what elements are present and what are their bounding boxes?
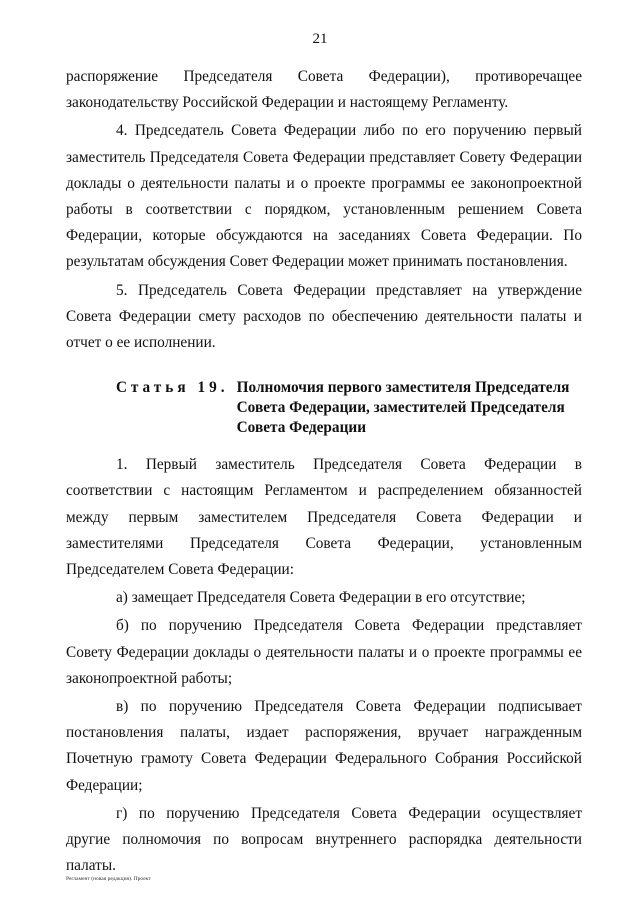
article-title-line-2: Совета Федерации, заместителей Председателя bbox=[236, 399, 565, 417]
subitem-v-paragraph: в) по поручению Председателя Совета Федерации подписывает постановления палаты, издает распоряжения, вручает награжденным Почетную грамоту Совета Федерации Федерального Собрания Российской Федерации; bbox=[66, 698, 582, 794]
article-item-1-paragraph: 1. Первый заместитель Председателя Совета Федерации в соответствии с настоящим Регламентом и распределением обязанностей между первым заместителем Председателя Совета Федерации и заместителями Председателя Совета Федерации, установленным Председателем Совета Федерации: bbox=[66, 456, 582, 579]
item-5-paragraph: 5. Председатель Совета Федерации представляет на утверждение Совета Федерации смету расходов по обеспечению деятельности палаты и отчет о ее исполнении. bbox=[66, 281, 582, 352]
subitem-b-paragraph: б) по поручению Председателя Совета Федерации представляет Совету Федерации доклады о деятельности палаты и о проекте программы ее законопроектной работы; bbox=[66, 617, 582, 687]
continuation-line-2: законодательству Российской Федерации и настоящему Регламенту. bbox=[66, 94, 509, 112]
item-4-paragraph: 4. Председатель Совета Федерации либо по его поручению первый заместитель Председателя Совета Федерации представляет Совету Федерации доклады о деятельности палаты и о проекте программы ее законопроектной работы в соответствии с порядком, установленным решением Совета Федерации, которые обсуждаются на заседаниях Совета Федерации. По результатам обсуждения Совет Федерации может принимать постановления. bbox=[66, 122, 582, 271]
article-title-line-3: Совета Федерации bbox=[236, 419, 367, 437]
subitem-a-paragraph: а) замещает Председателя Совета Федерации в его отсутствие; bbox=[116, 589, 526, 607]
article-heading bbox=[66, 378, 582, 438]
footer-note: Регламент (новая редакция). Проект bbox=[66, 876, 151, 882]
article-title-line-1: Полномочия первого заместителя Председателя bbox=[236, 379, 570, 397]
article-number: Статья 19. bbox=[116, 379, 229, 397]
document-body bbox=[66, 64, 582, 879]
continuation-line-1: распоряжение Председателя Совета Федерации), противоречащее bbox=[66, 68, 582, 85]
subitem-g-paragraph: г) по поручению Председателя Совета Федерации осуществляет другие полномочия по вопросам внутреннего распорядка деятельности палаты. bbox=[66, 804, 582, 875]
page-number: 21 bbox=[312, 31, 328, 47]
